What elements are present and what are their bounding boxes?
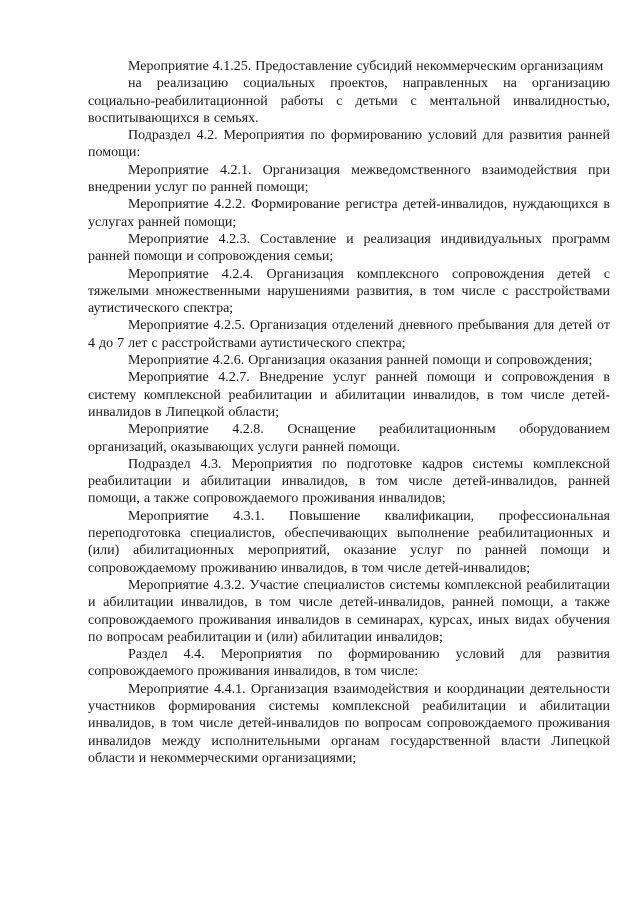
- document-page: [88, 58, 610, 767]
- paragraph-subsection-4-2: Подраздел 4.2. Мероприятия по формированию условий для развития ранней помощи:: [88, 128, 610, 161]
- paragraph-measure-4-2-6: Мероприятие 4.2.6. Организация оказания ранней помощи и сопровождения;: [128, 353, 593, 369]
- paragraph-measure-4-3-2: Мероприятие 4.3.2. Участие специалистов системы комплексной реабилитации и абилитации инвалидов, в том числе детей-инвалидов, ранней помощи, а также сопровождаемого проживания инвалидов в семинарах, курсах, иных видах обучения по вопросам реабилитации и (или) абилитации инвалидов;: [88, 577, 610, 645]
- paragraph-measure-4-2-7: Мероприятие 4.2.7. Внедрение услуг ранней помощи и сопровождения в систему комплексной реабилитации и абилитации инвалидов, в том числе детей-инвалидов в Липецкой области;: [88, 370, 610, 420]
- paragraph-measure-4-2-8: Мероприятие 4.2.8. Оснащение реабилитационным оборудованием организаций, оказывающих услуги ранней помощи.: [88, 422, 610, 455]
- paragraph-measure-4-2-1: Мероприятие 4.2.1. Организация межведомственного взаимодействия при внедрении услуг по ранней помощи;: [88, 162, 610, 196]
- paragraph-measure-4-2-4: Мероприятие 4.2.4. Организация комплексного сопровождения детей с тяжелыми множественными нарушениями развития, в том числе с расстройствами аутистического спектра;: [88, 266, 610, 317]
- paragraph-measure-4-1-25-continued: на реализацию социальных проектов, направленных на организацию социально-реабилитационной работы с детьми с ментальной инвалидностью, воспитывающихся в семьях.: [88, 76, 610, 126]
- paragraph-measure-4-1-25: Мероприятие 4.1.25. Предоставление субсидий некоммерческим организациям: [128, 59, 604, 74]
- paragraph-measure-4-2-3: Мероприятие 4.2.3. Составление и реализация индивидуальных программ ранней помощи и сопровождения семьи;: [88, 231, 610, 265]
- paragraph-section-4-4: Раздел 4.4. Мероприятия по формированию условий для развития сопровождаемого проживания инвалидов, в том числе:: [88, 647, 610, 680]
- paragraph-measure-4-3-1: Мероприятие 4.3.1. Повышение квалификации, профессиональная переподготовка специалистов, обеспечивающих выполнение реабилитационных и (или) абилитационных мероприятий, оказание услуг по ранней помощи и сопровождаемому проживанию инвалидов, в том числе детей-инвалидов;: [88, 508, 610, 576]
- paragraph-measure-4-4-1: Мероприятие 4.4.1. Организация взаимодействия и координации деятельности участников формирования системы комплексной реабилитации и абилитации инвалидов, в том числе детей-инвалидов по вопросам сопровождаемого проживания инвалидов между исполнительными органам государственной власти Липецкой области и некоммерческими организациями;: [88, 681, 610, 766]
- paragraph-subsection-4-3: Подраздел 4.3. Мероприятия по подготовке кадров системы комплексной реабилитации и абилитации инвалидов, в том числе детей-инвалидов, ранней помощи, а также сопровождаемого проживания инвалидов;: [88, 456, 610, 507]
- paragraph-measure-4-2-2: Мероприятие 4.2.2. Формирование регистра детей-инвалидов, нуждающихся в услугах ранней помощи;: [88, 197, 610, 230]
- paragraph-measure-4-2-5: Мероприятие 4.2.5. Организация отделений дневного пребывания для детей от 4 до 7 лет с расстройствами аутистического спектра;: [88, 318, 610, 351]
